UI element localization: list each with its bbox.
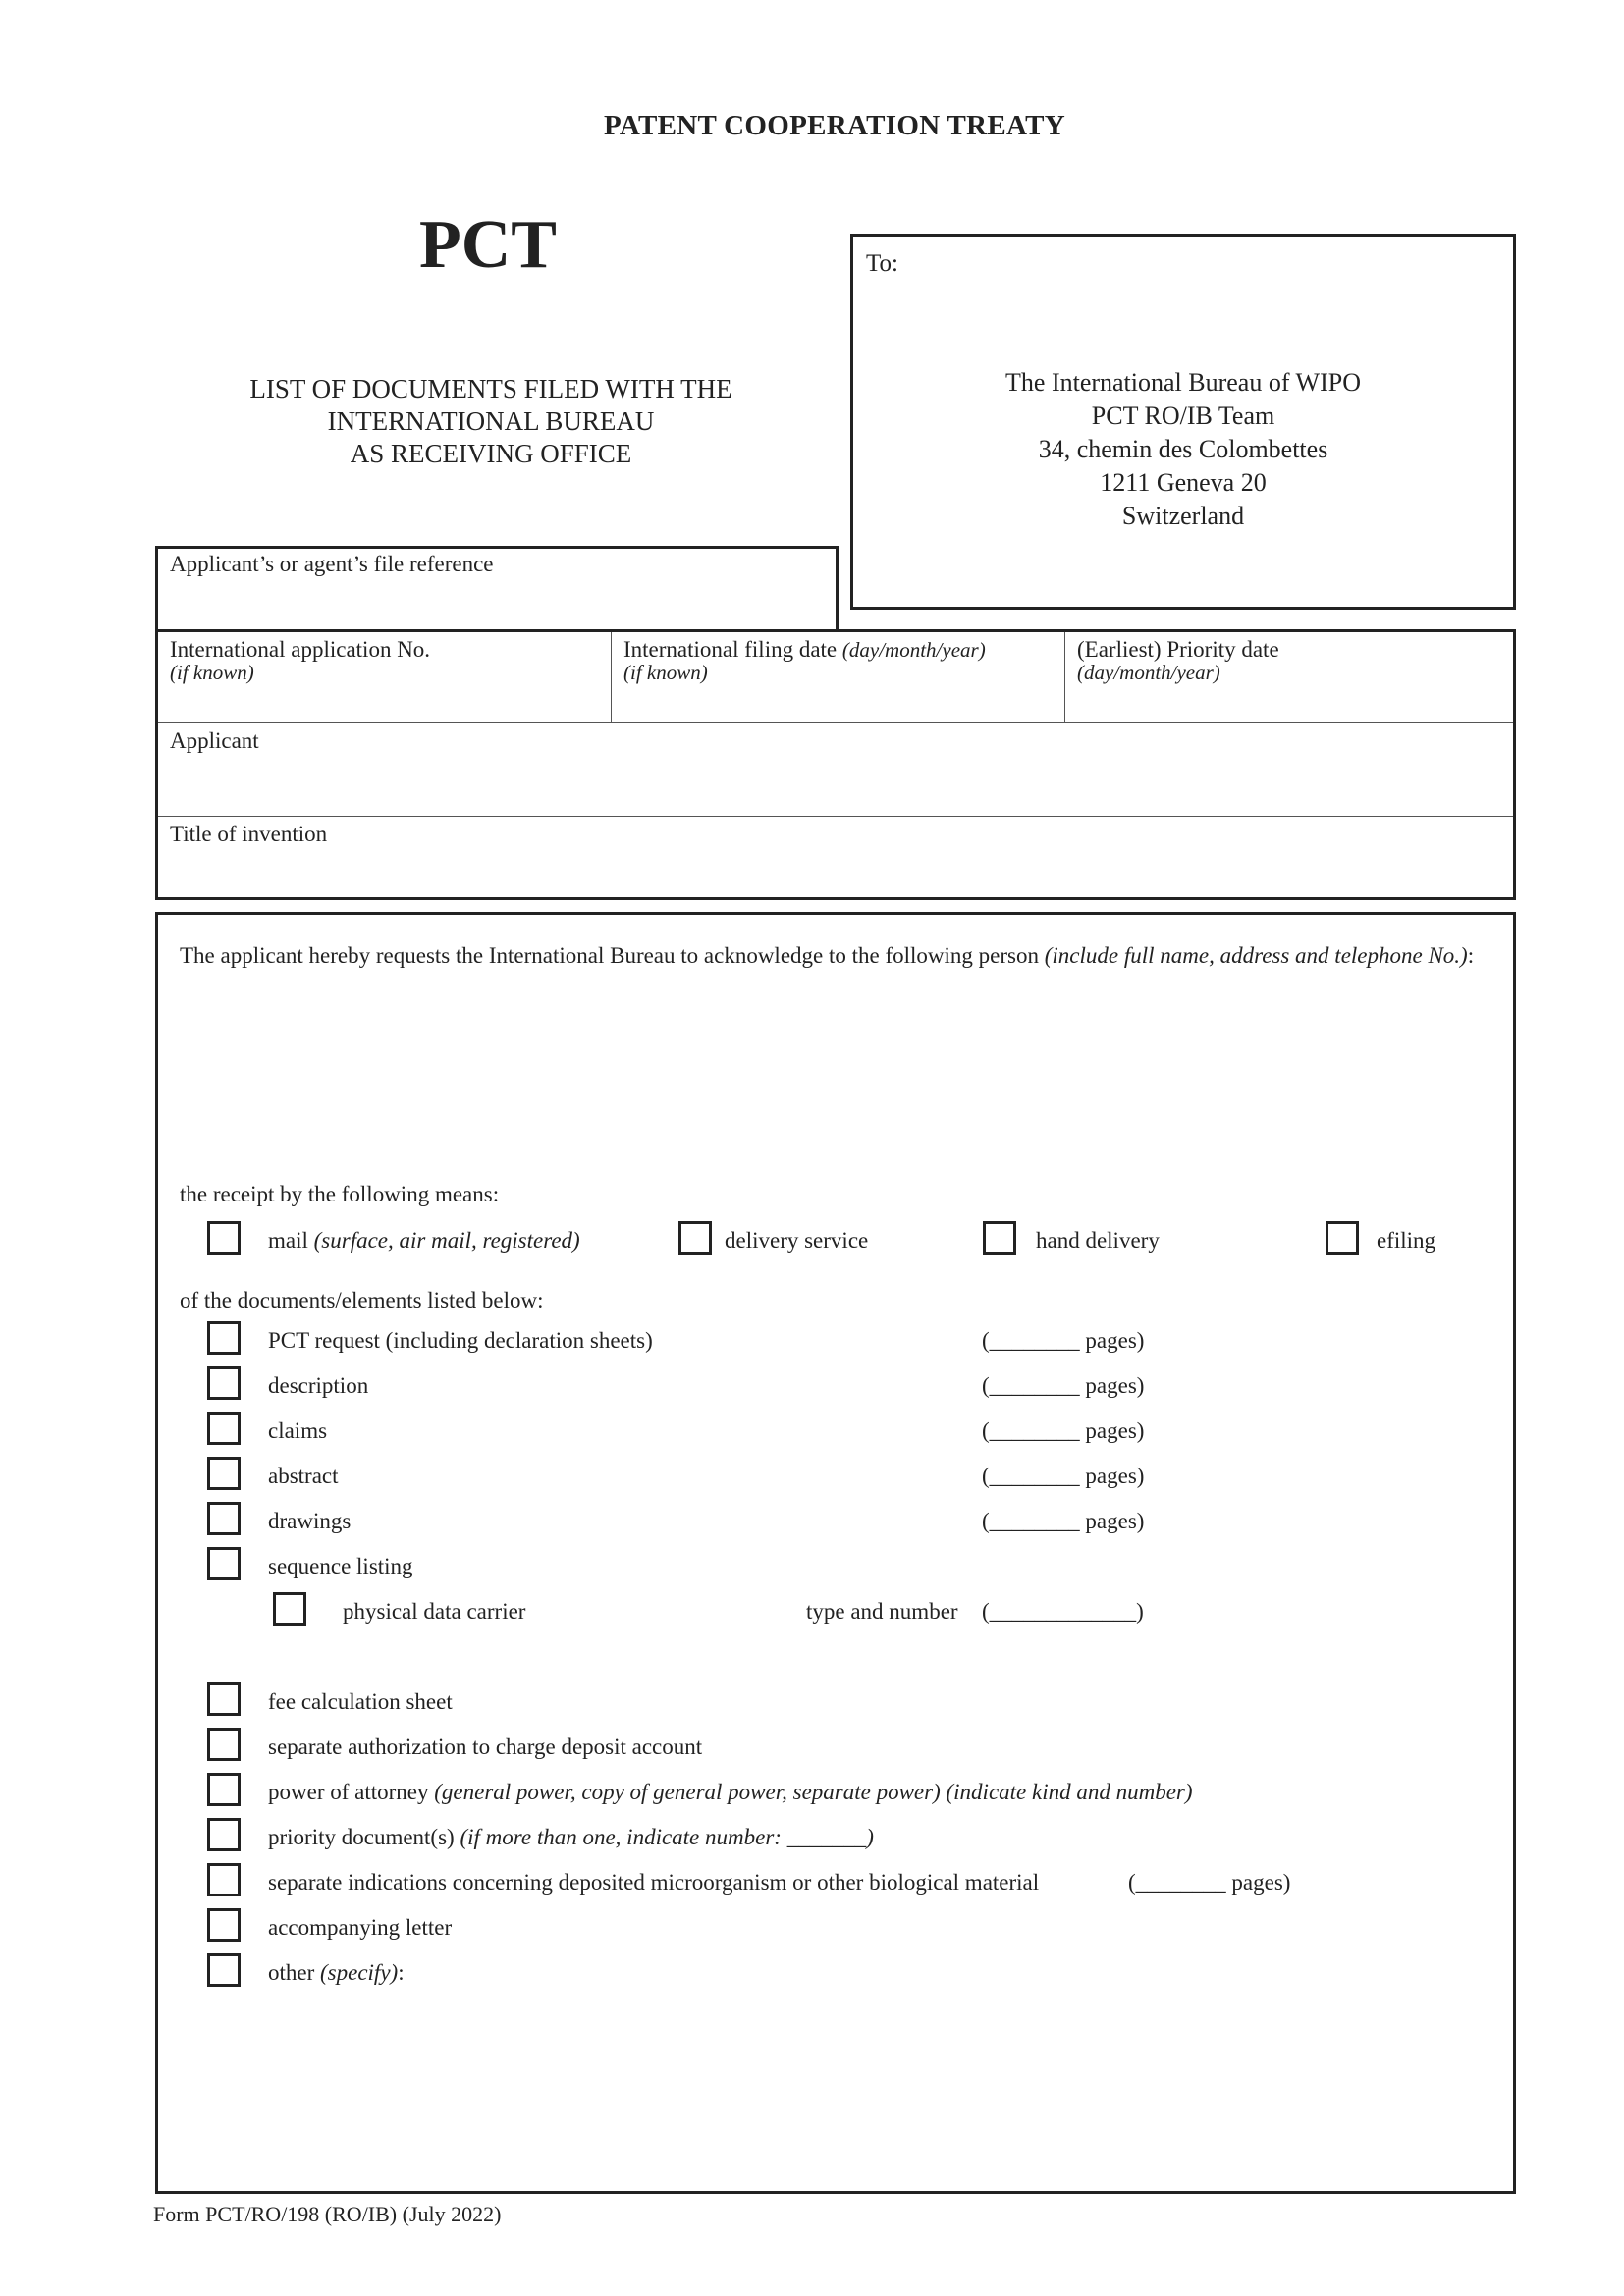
file-reference-field[interactable] [155,546,839,632]
priority-date-hint: (day/month/year) [1077,661,1220,684]
treaty-heading: PATENT COOPERATION TREATY [604,110,1065,141]
power-of-attorney-hint: (general power, copy of general power, separate power) (indicate kind and number) [434,1780,1193,1804]
pct-title: PCT [419,207,557,283]
sequence-listing-label: sequence listing [268,1554,413,1578]
description-pages[interactable]: (________ pages) [982,1373,1145,1398]
address-line: 34, chemin des Colombettes [1038,435,1328,463]
filing-date-label: International filing date [623,637,838,662]
separate-indications-pages[interactable]: (________ pages) [1128,1870,1291,1895]
recipient-address [853,366,1513,533]
acknowledgement-box [155,912,1516,2194]
other-hint: (specify) [320,1960,399,1985]
title-of-invention-field[interactable] [158,817,1513,897]
document-list-title-line: AS RECEIVING OFFICE [350,439,632,468]
application-number-field[interactable] [158,632,611,722]
filing-date-format: (day/month/year) [841,638,986,662]
separate-indications-label: separate indications concerning deposited microorganism or other biological material [268,1870,1040,1895]
pct-request-checkbox[interactable] [207,1321,241,1355]
type-and-number-label: type and number [806,1599,958,1624]
power-of-attorney-label [268,1780,1193,1805]
physical-data-carrier-label: physical data carrier [343,1599,526,1624]
priority-document-text: priority document(s) [268,1825,460,1849]
address-line: PCT RO/IB Team [1091,401,1275,430]
abstract-label: abstract [268,1464,339,1488]
documents-heading: of the documents/elements listed below: [180,1288,544,1312]
physical-data-carrier-checkbox[interactable] [273,1592,306,1626]
request-text-end: : [1467,943,1475,968]
other-end: : [398,1960,405,1985]
other-checkbox[interactable] [207,1953,241,1987]
file-reference-label: Applicant’s or agent’s file reference [170,552,494,576]
description-label: description [268,1373,369,1398]
power-of-attorney-checkbox[interactable] [207,1773,241,1806]
efiling-checkbox[interactable] [1326,1221,1359,1255]
fee-calculation-checkbox[interactable] [207,1682,241,1716]
request-text-main: The applicant hereby requests the International Bureau to acknowledge to the following person [180,943,1045,968]
separate-authorization-checkbox[interactable] [207,1728,241,1761]
priority-document-hint: (if more than one, indicate number: _______) [460,1825,874,1849]
address-line: 1211 Geneva 20 [1100,468,1267,497]
form-footer: Form PCT/RO/198 (RO/IB) (July 2022) [153,2202,502,2226]
mail-label-text: mail [268,1228,314,1253]
description-checkbox[interactable] [207,1366,241,1400]
document-list-title-line: INTERNATIONAL BUREAU [327,406,655,436]
mail-label [268,1228,580,1254]
means-heading: the receipt by the following means: [180,1182,500,1206]
type-and-number-field[interactable]: (_____________) [982,1599,1144,1624]
priority-date-label: (Earliest) Priority date [1077,637,1279,662]
other-text: other [268,1960,321,1985]
priority-document-label [268,1825,874,1850]
priority-document-checkbox[interactable] [207,1818,241,1851]
mail-label-hint: (surface, air mail, registered) [313,1228,580,1253]
accompanying-letter-label: accompanying letter [268,1915,453,1940]
address-line: The International Bureau of WIPO [1005,368,1361,397]
filing-date-hint: (if known) [623,661,708,684]
power-of-attorney-text: power of attorney [268,1780,435,1804]
drawings-pages[interactable]: (________ pages) [982,1509,1145,1533]
pct-request-label: PCT request (including declaration sheets) [268,1328,653,1353]
abstract-checkbox[interactable] [207,1457,241,1490]
hand-delivery-label: hand delivery [1036,1228,1160,1253]
separate-authorization-label: separate authorization to charge deposit account [268,1735,703,1759]
address-line: Switzerland [1121,502,1245,530]
application-info-box [155,629,1516,900]
applicant-label: Applicant [170,728,259,753]
delivery-service-checkbox[interactable] [678,1221,712,1255]
request-text-hint: (include full name, address and telephone No.) [1044,943,1468,968]
hand-delivery-checkbox[interactable] [983,1221,1016,1255]
pct-request-pages[interactable]: (________ pages) [982,1328,1145,1353]
filing-date-field[interactable] [612,632,1065,722]
application-number-hint: (if known) [170,661,254,684]
efiling-label: efiling [1377,1228,1436,1253]
priority-date-field[interactable] [1065,632,1513,722]
to-box [850,234,1516,610]
application-number-label: International application No. [170,637,431,662]
to-label: To: [866,250,898,277]
drawings-checkbox[interactable] [207,1502,241,1535]
applicant-field[interactable] [158,723,1513,816]
separate-indications-checkbox[interactable] [207,1863,241,1896]
claims-checkbox[interactable] [207,1412,241,1445]
document-list-title-line: LIST OF DOCUMENTS FILED WITH THE [249,374,732,403]
claims-pages[interactable]: (________ pages) [982,1418,1145,1443]
document-list-title [196,373,785,470]
mail-checkbox[interactable] [207,1221,241,1255]
fee-calculation-label: fee calculation sheet [268,1689,453,1714]
other-label [268,1960,405,1986]
abstract-pages[interactable]: (________ pages) [982,1464,1145,1488]
drawings-label: drawings [268,1509,352,1533]
delivery-service-label: delivery service [725,1228,869,1253]
request-text [180,940,1491,971]
title-of-invention-label: Title of invention [170,822,328,846]
accompanying-letter-checkbox[interactable] [207,1908,241,1942]
claims-label: claims [268,1418,328,1443]
sequence-listing-checkbox[interactable] [207,1547,241,1580]
